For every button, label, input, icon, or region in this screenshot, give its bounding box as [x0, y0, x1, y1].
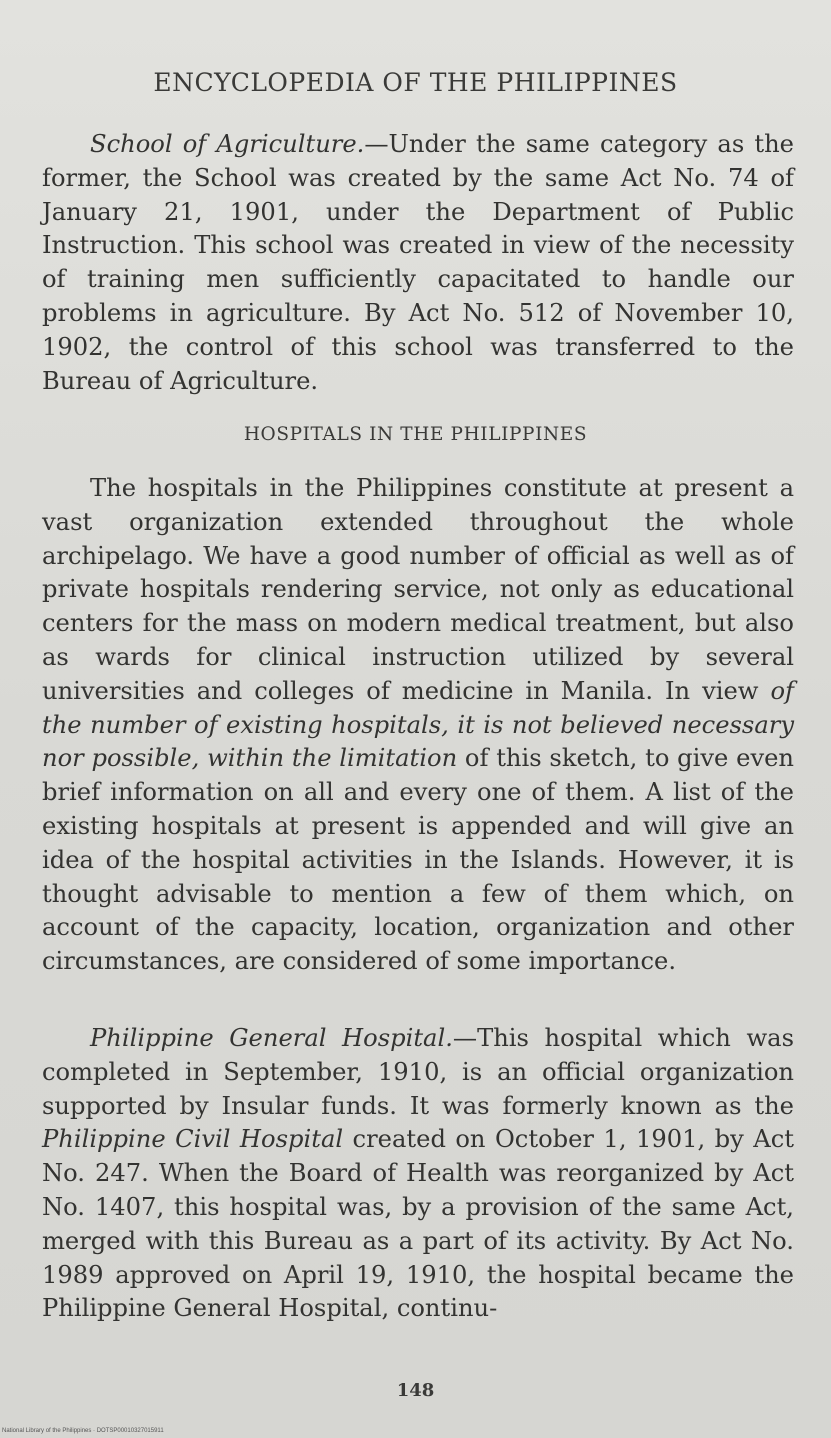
hospitals-text-italic: of the number of existing hospitals, it is not believed necessary nor possible, within the limitation: [42, 676, 794, 773]
scan-credit: National Library of the Philippines · DOTSP00010327015911: [2, 1428, 164, 1434]
hospitals-text-b: of this sketch, to give even brief information on all and every one of them. A list of the existing hospitals at present is appended and will give an idea of the hospital activities in the Islands. However, it is thought advisable to mention a few of them which, on account of the capacity, location, organization and other circumstances, are considered of some importance.: [42, 744, 795, 976]
paragraph-hospitals-intro: [42, 472, 794, 979]
paragraph-school-of-agriculture: [42, 128, 794, 398]
page-number: 148: [396, 1380, 435, 1401]
pgh-text-b: created on October 1, 1901, by Act No. 247. When the Board of Health was reorganized by Act No. 1407, this hospital was, by a provision of the same Act, merged with this Bureau as a part of its activity. By Act No. 1989 approved on April 19, 1910, the hospital became the Philippine General Hospital, continu-: [42, 1125, 794, 1323]
pgh-text-a: —This hospital which was completed in September, 1910, is an official organization supported by Insular funds. It was formerly known as the: [42, 1024, 794, 1120]
paragraph-philippine-general-hospital: [42, 1022, 794, 1326]
hospitals-text-a: The hospitals in the Philippines constitute at present a vast organization extended throughout the whole archipelago. We have a good number of official as well as of private hospitals rendering service, not only as educational centers for the mass on modern medical treatment, but also as wards for clinical instruction utilized by several universities and colleges of medicine in Manila. In view: [42, 474, 794, 705]
section-heading-hospitals: HOSPITALS IN THE PHILIPPINES: [243, 424, 588, 445]
runin-heading-agriculture: School of Agriculture.: [90, 130, 365, 158]
agriculture-text: —Under the same category as the former, the School was created by the same Act No. 74 of January 21, 1901, under the Department of Public Instruction. This school was created in view of the necessity of training men sufficiently capacitated to handle our problems in agriculture. By Act No. 512 of November 10, 1902, the control of this school was transferred to the Bureau of Agriculture.: [42, 130, 794, 395]
pgh-italic-name: Philippine Civil Hospital: [42, 1125, 344, 1154]
running-head: ENCYCLOPEDIA OF THE PHILIPPINES: [153, 68, 678, 97]
runin-heading-pgh: Philippine General Hospital.: [90, 1024, 453, 1052]
